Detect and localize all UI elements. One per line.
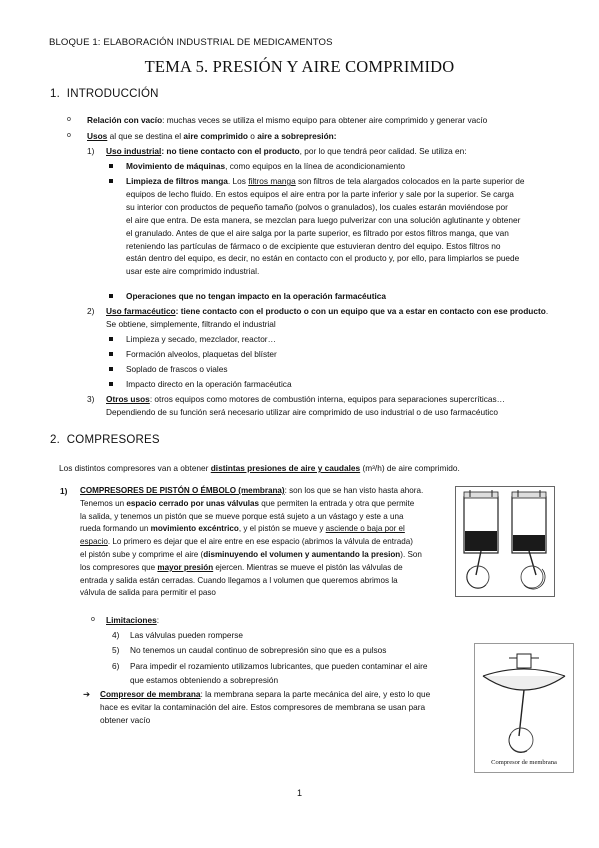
piston-compressor-drawing xyxy=(456,487,554,596)
limitacion-number-1: 4) xyxy=(112,630,120,640)
section-2-heading xyxy=(50,434,160,446)
piston-line-9: válvula de salida para permitir el paso xyxy=(80,588,216,598)
piston-line-1 xyxy=(80,485,447,498)
uso-industrial-term: Uso industrial xyxy=(106,146,162,156)
intro-text-1: Los distintos compresores van a obtener xyxy=(59,463,211,473)
limpieza-line-6: reteniendo las partículas de fármaco o de excipiente que estuvieran dentro del equipo. Estos filtros no xyxy=(126,240,501,251)
piston-l4-underlined: asciende o baja por el xyxy=(325,524,405,534)
piston-l2-text-1: Tenemos un xyxy=(80,498,127,508)
limpieza-line-2: equipos de lecho fluido. En estos equipos el aire entra por la parte inferior y sale por la superior. Se carga xyxy=(126,188,514,199)
square-bullet-icon xyxy=(109,164,113,168)
otros-usos-paragraph xyxy=(106,393,566,419)
page-title: TEMA 5. PRESIÓN Y AIRE COMPRIMIDO xyxy=(144,57,455,76)
limpieza-line-5: el granulado. Antes de que el aire salga por la parte superior, es filtrado por estos filtros manga, que van xyxy=(126,227,509,238)
usos-text-1: al que se destina el xyxy=(107,131,184,141)
uso-farmaceutico-paragraph xyxy=(106,305,566,331)
uso-farmaceutico-line-1 xyxy=(106,305,566,318)
square-bullet-icon xyxy=(109,352,113,356)
piston-l7-text-1: los compresores que xyxy=(80,562,158,572)
intro-text-2: (m³/h) de aire comprimido. xyxy=(360,463,460,473)
farm-item-3: Soplado de frascos o viales xyxy=(126,364,228,374)
piston-line-5 xyxy=(80,536,447,549)
uso-farmaceutico-bold: : tiene contacto con el producto o con un equipo que va a estar en contacto con ese producto xyxy=(175,306,546,316)
usos-term-2: aire comprimido xyxy=(183,131,248,141)
piston-compressor-figure xyxy=(455,486,555,597)
piston-l2-bold: espacio cerrado por unas válvulas xyxy=(126,498,260,508)
piston-l7-text-2: ejercen. Mientras se mueve el pistón las válvulas de xyxy=(213,562,403,572)
intro-term: distintas presiones de aire y caudales xyxy=(210,463,361,473)
relacion-paragraph xyxy=(87,114,487,127)
membrane-compressor-drawing xyxy=(475,644,573,758)
piston-l6-text-1: el pistón sube y comprime el aire ( xyxy=(80,549,204,559)
limpieza-text-2: son filtros de tela alargados colocados en la parte superior de xyxy=(295,176,525,186)
limitaciones-heading xyxy=(106,614,159,627)
limpieza-line-4: el aire que entra. De esta manera, se mezclan para luego pulverizar con una solución aglutinante y obtener xyxy=(126,214,521,225)
limitaciones-colon: : xyxy=(156,615,160,625)
limpieza-line-1 xyxy=(126,175,556,188)
membrana-line-3: obtener vacío xyxy=(100,714,151,725)
piston-l5-underlined: espacio xyxy=(80,537,108,547)
section-2-number: 2. xyxy=(50,434,60,446)
piston-number: 1) xyxy=(60,486,68,496)
farm-item-4: Impacto directo en la operación farmacéutica xyxy=(126,379,292,389)
circle-bullet-icon: o xyxy=(67,132,71,139)
otros-usos-line-2: Dependiendo de su función será necesario utilizar aire comprimido de uso industrial o de uso farmacéutico xyxy=(106,406,499,417)
compresores-intro xyxy=(59,462,460,475)
uso-farmaceutico-number: 2) xyxy=(87,306,95,316)
limpieza-text-1: . Los xyxy=(227,176,249,186)
uso-farmaceutico-period: . xyxy=(545,306,549,316)
piston-l7-bold: mayor presión xyxy=(157,562,214,572)
piston-l4-text-2: , y el pistón se mueve y xyxy=(238,524,326,534)
operaciones-item xyxy=(126,290,386,303)
membrane-compressor-figure xyxy=(474,643,574,773)
section-1-title: INTRODUCCIÓN xyxy=(66,88,159,100)
square-bullet-icon xyxy=(109,367,113,371)
square-bullet-icon xyxy=(109,179,113,183)
piston-l6-text-2: ). Son xyxy=(400,549,422,559)
movimiento-text: , como equipos en la línea de acondicionamiento xyxy=(225,161,406,171)
usos-paragraph xyxy=(87,130,337,143)
square-bullet-icon xyxy=(109,294,113,298)
membrana-line-1 xyxy=(100,688,462,701)
filtros-manga-underlined: filtros manga xyxy=(248,176,296,186)
piston-text: : son los que se han visto hasta ahora. xyxy=(284,486,424,495)
piston-l5-text: . Lo primero es dejar que el aire entre en ese espacio (abrimos la válvula de entrada) xyxy=(107,537,413,547)
farm-item-1: Limpieza y secado, mezclador, reactor… xyxy=(126,334,276,344)
piston-paragraph xyxy=(80,485,447,600)
movimiento-term: Movimiento de máquinas xyxy=(126,161,226,171)
uso-industrial-number: 1) xyxy=(87,146,95,156)
otros-usos-text: : otros equipos como motores de combustión interna, equipos para separaciones supercríticas… xyxy=(149,394,505,404)
limitacion-text-3-line-2: que estamos obteniendo a sobrepresión xyxy=(130,675,279,685)
section-1-heading xyxy=(50,88,159,100)
limpieza-filtros-item xyxy=(126,175,556,278)
membrana-line-2: hace es evitar la contaminación del aire. Estos compresores de membrana se usan para xyxy=(100,701,426,712)
page-number: 1 xyxy=(296,788,302,798)
limitacion-text-3: Para impedir el rozamiento utilizamos lubricantes, que pueden contaminar el aire xyxy=(130,661,428,671)
otros-usos-line-1 xyxy=(106,393,566,406)
piston-line-8: entrada y salida están cerradas. Cuando llegamos a l volumen que queremos abrimos la xyxy=(80,575,398,585)
piston-line-6 xyxy=(80,549,447,562)
usos-term: Usos xyxy=(87,131,108,141)
piston-line-2 xyxy=(80,498,447,511)
uso-industrial-text: , por lo que tendrá peor calidad. Se utiliza en: xyxy=(299,146,467,156)
relacion-term: Relación con vacío xyxy=(87,115,163,125)
piston-term: COMPRESORES DE PISTÓN O ÉMBOLO (membrana) xyxy=(80,486,285,495)
operaciones-term: Operaciones que no tengan impacto en la operación farmacéutica xyxy=(126,291,387,301)
limitacion-number-3: 6) xyxy=(112,661,120,671)
membrana-paragraph xyxy=(100,688,462,727)
farm-item-2: Formación alveolos, plaquetas del blíster xyxy=(126,349,277,359)
usos-term-3: aire a sobrepresión: xyxy=(257,131,337,141)
uso-farmaceutico-line-2: Se obtiene, simplemente, filtrando el industrial xyxy=(106,318,276,329)
limpieza-line-3: su interior con productos de pequeño tamaño (polvos o granulados), los cuales estarán moviéndose por xyxy=(126,201,508,212)
uso-industrial-bold: : no tiene contacto con el producto xyxy=(161,146,300,156)
limpieza-line-7: están dentro del equipo, es decir, no están en contacto con el producto y, por ello, para limpiarlos se puede xyxy=(126,253,520,264)
membrana-text: : la membrana separa la parte mecánica del aire, y esto lo que xyxy=(200,689,431,699)
membrane-figure-caption: Compresor de membrana xyxy=(491,759,557,766)
section-1-number: 1. xyxy=(50,88,60,100)
square-bullet-icon xyxy=(109,382,113,386)
membrana-term: Compresor de membrana xyxy=(100,689,201,699)
otros-usos-number: 3) xyxy=(87,394,95,404)
section-2-title: COMPRESORES xyxy=(66,434,160,446)
uso-farmaceutico-term: Uso farmacéutico xyxy=(106,306,176,316)
limpieza-term: Limpieza de filtros manga xyxy=(126,176,228,186)
limitaciones-term: Limitaciones xyxy=(106,615,157,625)
piston-line-7 xyxy=(80,562,447,575)
piston-l2-text-2: que permiten la entrada y otra que permite xyxy=(259,498,415,508)
circle-bullet-icon: o xyxy=(67,116,71,123)
arrow-right-icon: ➔ xyxy=(83,689,90,699)
limitacion-text-1: Las válvulas pueden romperse xyxy=(130,630,243,640)
otros-usos-term: Otros usos xyxy=(106,394,150,404)
piston-l4-text-1: rueda formando un xyxy=(80,524,151,534)
circle-bullet-icon: o xyxy=(91,616,95,623)
document-header: BLOQUE 1: ELABORACIÓN INDUSTRIAL DE MEDICAMENTOS xyxy=(49,37,333,48)
square-bullet-icon xyxy=(109,337,113,341)
relacion-text: : muchas veces se utiliza el mismo equipo para obtener aire comprimido y generar vacío xyxy=(162,115,488,125)
usos-text-2: o xyxy=(247,131,258,141)
movimiento-item xyxy=(126,160,405,173)
piston-l6-bold: disminuyendo el volumen y aumentando la presion xyxy=(203,549,401,559)
uso-industrial-paragraph xyxy=(106,145,467,158)
limitacion-number-2: 5) xyxy=(112,645,120,655)
limpieza-line-8: usar este aire comprimido industrial. xyxy=(126,266,260,277)
piston-line-3: la salida, y tenemos un pistón que se mueve porque está sujeto a un vástago y este a una xyxy=(80,511,404,521)
piston-line-4 xyxy=(80,523,447,536)
limitacion-text-2: No tenemos un caudal continuo de sobrepresión sino que es a pulsos xyxy=(130,645,387,655)
piston-l4-bold: movimiento excéntrico xyxy=(150,524,239,534)
